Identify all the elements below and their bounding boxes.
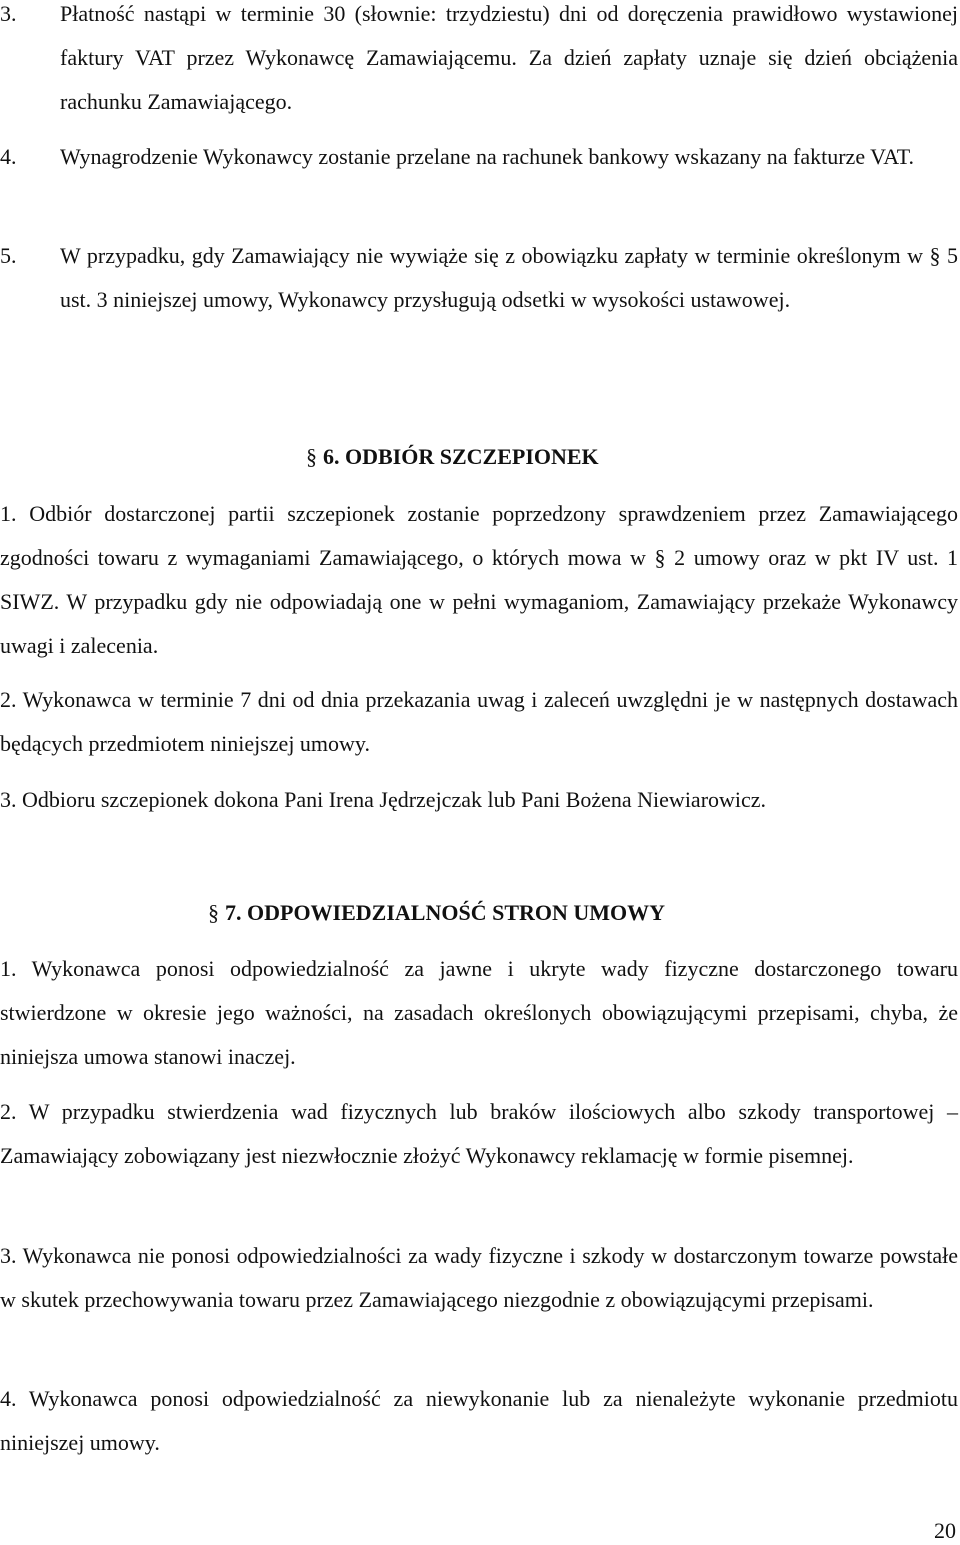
paragraph-text: 1. Wykonawca ponosi odpowiedzialność za jawne i ukryte wady fizyczne dostarczonego towaru stwierdzone w okresie jego ważności, na zasadach określonych obowiązującymi przepisami, chyba, że niniejsza umowa stanowi inaczej. — [0, 956, 958, 1069]
paragraph-text: Wynagrodzenie Wykonawcy zostanie przelane na rachunek bankowy wskazany na fakturze VAT. — [60, 144, 914, 169]
paragraph-text: 3. Wykonawca nie ponosi odpowiedzialności za wady fizyczne i szkody w dostarczonym towarze powstałe w skutek przechowywania towaru przez Zamawiającego niezgodnie z obowiązującymi przepisami. — [0, 1243, 958, 1312]
paragraph-3-payment — [0, 0, 958, 124]
section-sign-icon: § — [929, 243, 941, 268]
item-number: 5. — [0, 243, 17, 268]
paragraph-text: 2. Wykonawca w terminie 7 dni od dnia przekazania uwag i zaleceń uwzględni je w następnych dostawach będących przedmiotem niniejszej umowy. — [0, 687, 958, 756]
paragraph-text: 4. Wykonawca ponosi odpowiedzialność za niewykonanie lub za nienależyte wykonanie przedmiotu niniejszej umowy. — [0, 1386, 958, 1455]
heading-text: 7. ODPOWIEDZIALNOŚĆ STRON UMOWY — [225, 900, 666, 925]
section-6-paragraph-1 — [0, 492, 958, 668]
paragraph-text: Płatność nastąpi w terminie 30 (słownie: trzydziestu) dni od doręczenia prawidłowo wystawionej faktury VAT przez Wykonawcę Zamawiającemu. Za dzień zapłaty uznaje się dzień obciążenia rachunku Zamawiającego. — [60, 1, 958, 114]
page-number: 20 — [934, 1518, 956, 1543]
paragraph-text-b: 2 umowy oraz w pkt IV ust. 1 SIWZ. W przypadku gdy nie odpowiadają one w pełni wymaganiom, Zamawiający przekaże Wykonawcy uwagi i zalecenia. — [0, 545, 959, 658]
paragraph-text-a: W przypadku, gdy Zamawiający nie wywiąże się z obowiązku zapłaty w terminie określonym w — [60, 243, 923, 268]
paragraph-4-remuneration — [0, 135, 958, 179]
section-6-heading — [306, 442, 599, 472]
section-6-paragraph-2 — [0, 678, 958, 766]
item-number: 4. — [0, 144, 17, 169]
paragraph-text-a: 1. Odbiór dostarczonej partii szczepionek zostanie poprzedzony sprawdzeniem przez Zamawiającego zgodności towaru z wymaganiami Zamawiającego, o których mowa w — [0, 501, 958, 570]
section-sign-icon: § — [306, 444, 317, 469]
section-sign-icon: § — [208, 900, 219, 925]
section-7-heading — [208, 898, 665, 928]
paragraph-text-b: 5 ust. 3 niniejszej umowy, Wykonawcy przysługują odsetki w wysokości ustawowej. — [60, 243, 959, 312]
paragraph-5-interest — [0, 234, 958, 322]
section-7-paragraph-1 — [0, 947, 958, 1079]
section-6-paragraph-3 — [0, 778, 958, 822]
section-7-paragraph-3 — [0, 1234, 958, 1322]
paragraph-text: 2. W przypadku stwierdzenia wad fizycznych lub braków ilościowych albo szkody transportowej – Zamawiający zobowiązany jest niezwłocznie złożyć Wykonawcy reklamację w formie pisemnej. — [0, 1099, 958, 1168]
item-number: 3. — [0, 1, 17, 26]
section-7-paragraph-2 — [0, 1090, 958, 1178]
heading-text: 6. ODBIÓR SZCZEPIONEK — [323, 444, 599, 469]
paragraph-text: 3. Odbioru szczepionek dokona Pani Irena Jędrzejczak lub Pani Bożena Niewiarowicz. — [0, 787, 767, 812]
section-7-paragraph-4 — [0, 1377, 958, 1465]
section-sign-icon: § — [654, 545, 666, 570]
